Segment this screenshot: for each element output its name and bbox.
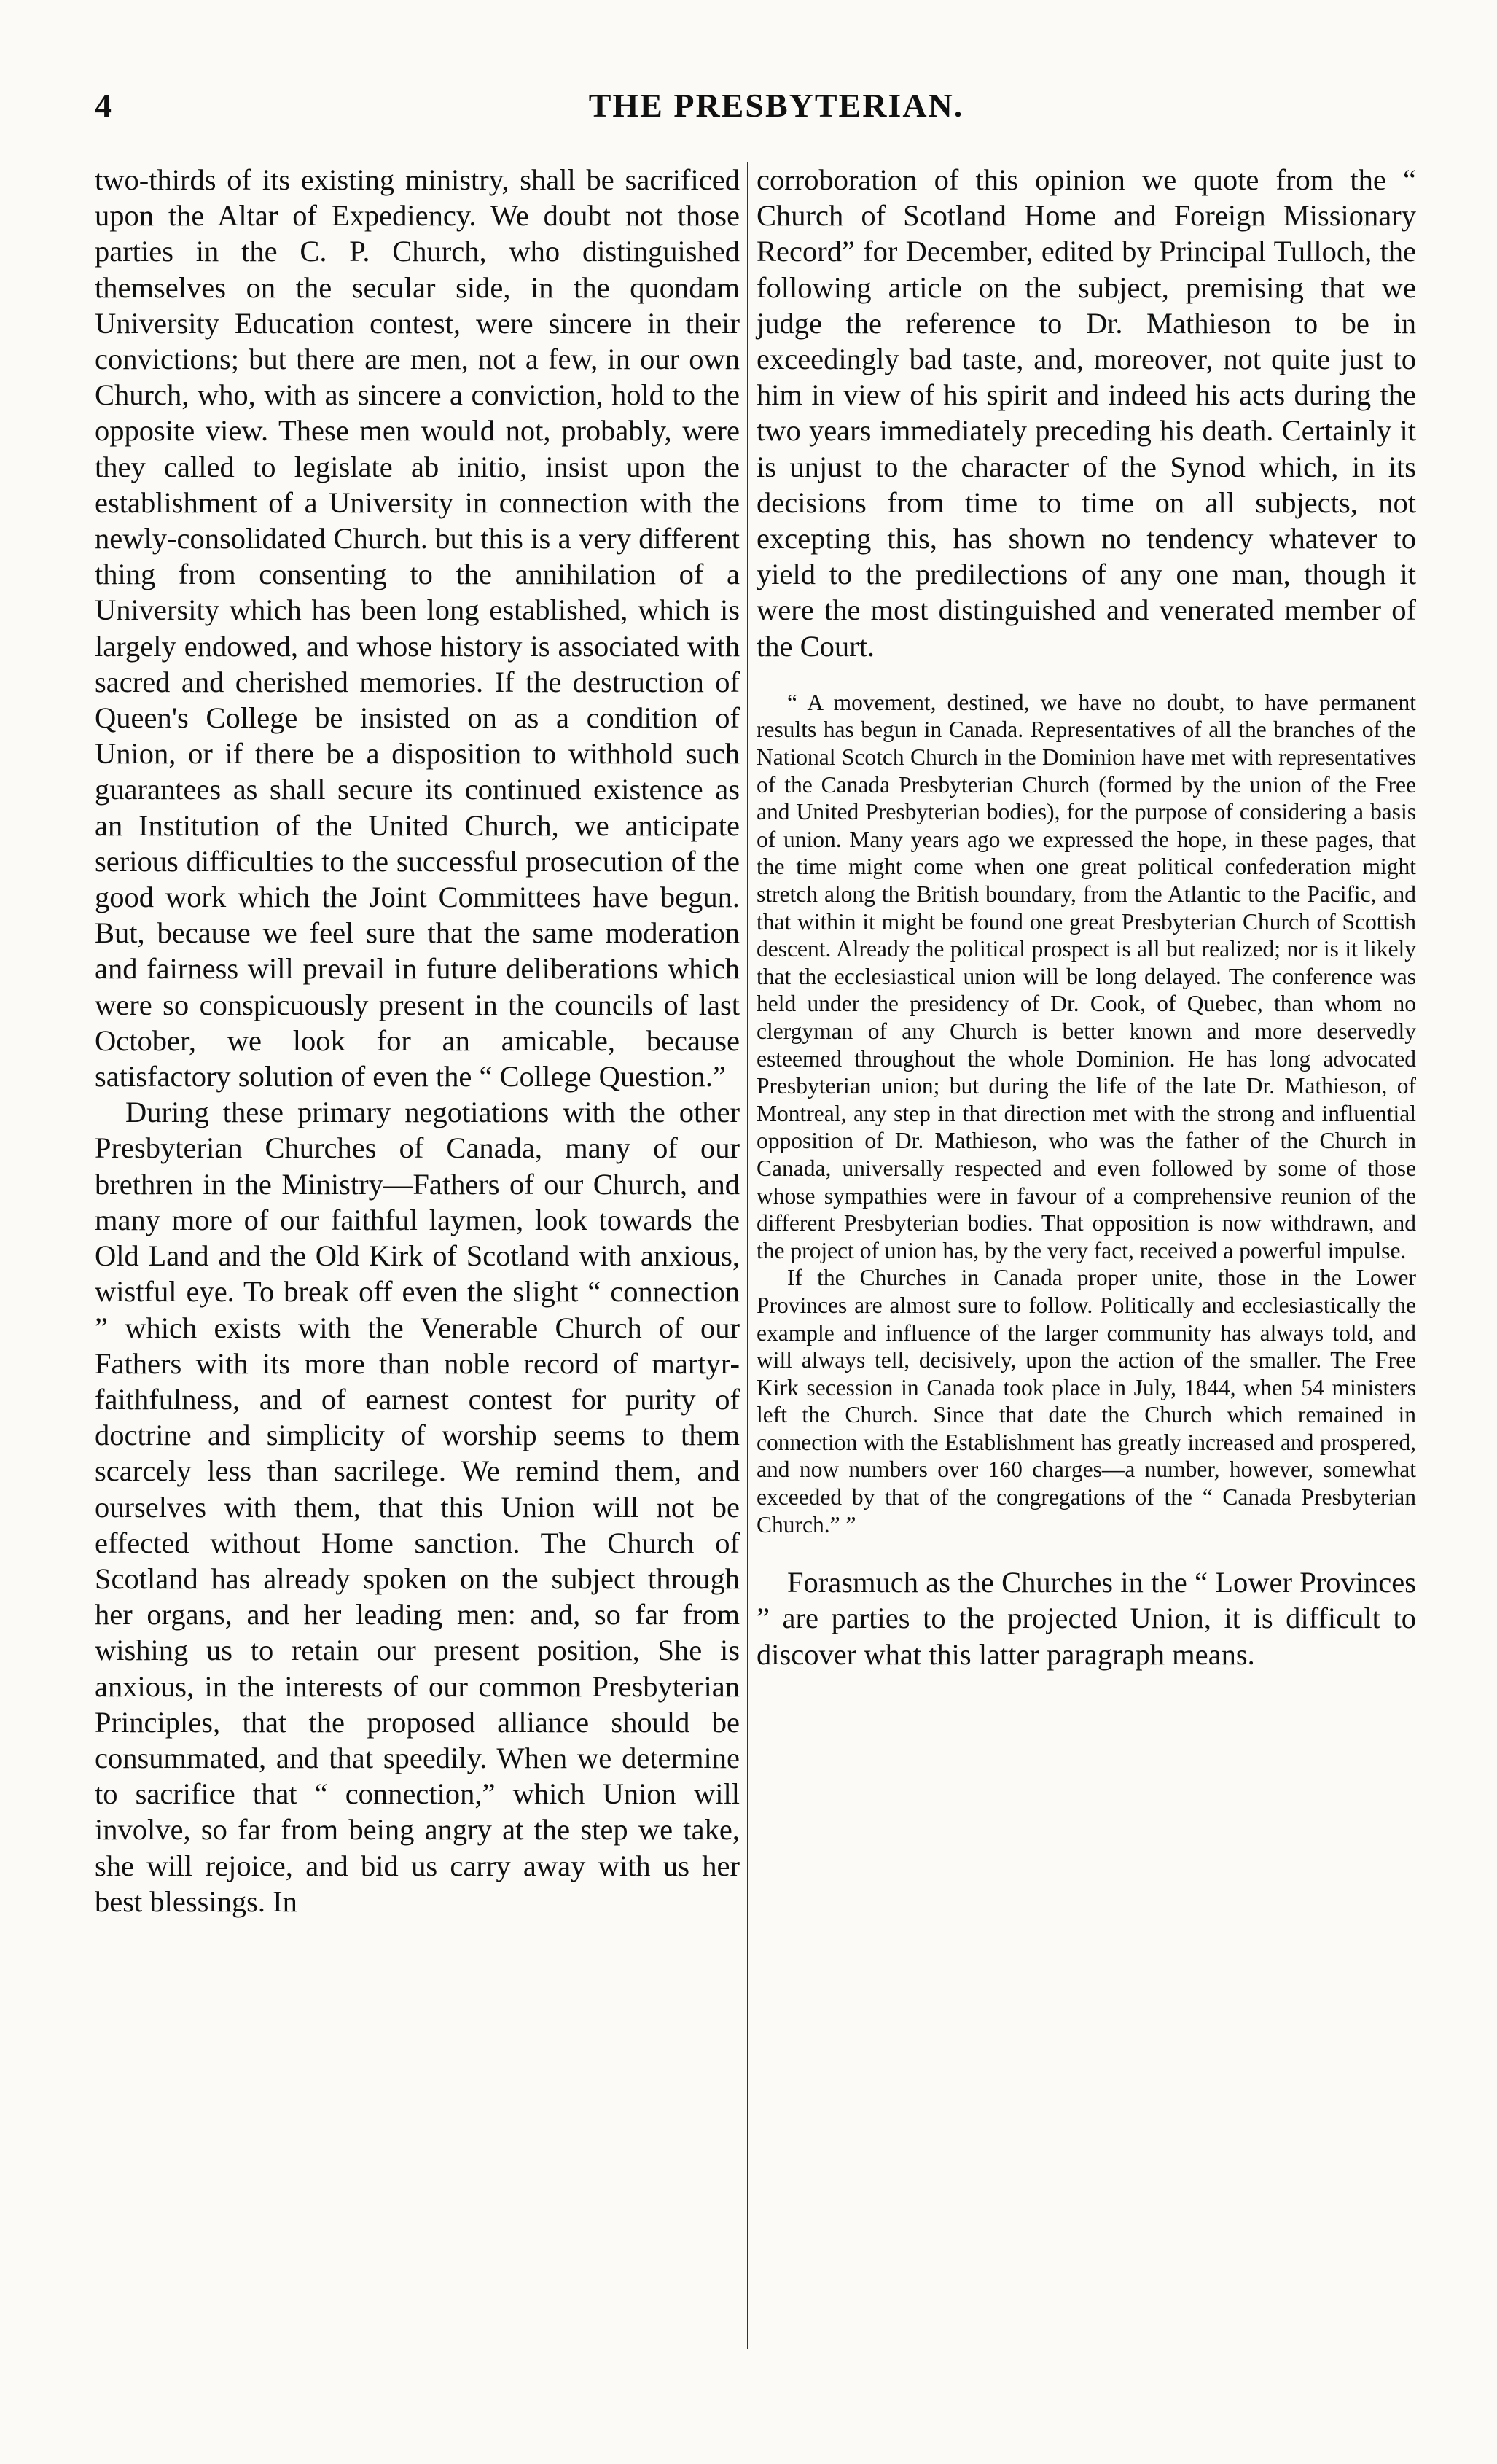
right-paragraph-1: corroboration of this opinion we quote from the “ Church of Scotland Home and Foreign Missionary Record” for December, edited by Principal Tulloch, the following article on the subject, premising that we judge the reference to Dr. Mathieson to be in exceedingly bad taste, and, moreover, not quite just to him in view of his spirit and indeed his acts during the two years immediately preceding his death. Certainly it is unjust to the character of the Synod which, in its decisions from time to time on all subjects, not excepting this, has shown no tendency whatever to yield to the predilections of any one man, though it were the most distinguished and venerated member of the Court. bbox=[757, 163, 1416, 663]
column-divider bbox=[747, 162, 748, 2349]
left-paragraph-1: two-thirds of its existing ministry, shall be sacrificed upon the Altar of Expediency. We doubt not those parties in the C. P. Church, who distinguished themselves on the secular side, in the quondam University Education contest, were sincere in their convictions; but there are men, not a few, in our own Church, who, with as sincere a conviction, hold to the opposite view. These men would not, probably, were they called to legislate ab initio, insist upon the establishment of a University in connection with the newly-consolidated Church. but this is a very different thing from consenting to the annihilation of a University which has been long established, which is largely endowed, and whose history is associated with sacred and cherished memories. If the destruction of Queen's College be insisted on as a condition of Union, or if there be a disposition to withhold such guarantees as shall secure its continued existence as an Institution of the United Church, we anticipate serious difficulties to the successful prosecution of the good work which the Joint Committees have begun. But, because we feel sure that the same moderation and fairness will prevail in future deliberations which were so conspicuously present in the councils of last October, we look for an amicable, because satisfactory solution of even the “ College Question.” bbox=[95, 163, 740, 1093]
left-paragraph-2: During these primary negotiations with the other Presbyterian Churches of Canada, many of our brethren in the Ministry—Fathers of our Church, and many more of our faithful laymen, look towards the Old Land and the Old Kirk of Scotland with anxious, wistful eye. To break off even the slight “ connection ” which exists with the Venerable Church of our Fathers with its more than noble record of martyr-faithfulness, and of earnest contest for purity of doctrine and simplicity of worship seems to them scarcely less than sacrilege. We remind them, and ourselves with them, that this Union will not be effected without Home sanction. The Church of Scotland has already spoken on the subject through her organs, and her leading men: and, so far from wishing us to retain our present position, She is anxious, in the interests of our common Presbyterian Principles, that the proposed alliance should be consummated, and that speedily. When we determine to sacrifice that “ connection,” which Union will involve, so far from being angry at the step we take, she will rejoice, and bid us carry away with us her best blessings. In bbox=[95, 1096, 740, 1918]
quote-paragraph-2: If the Churches in Canada proper unite, those in the Lower Provinces are almost sure to follow. Politically and ecclesiastically the example and influence of the larger community has always told, and will always tell, decisively, upon the action of the smaller. The Free Kirk secession in Canada took place in July, 1844, when 54 ministers left the Church. Since that date the Church which remained in connection with the Establishment has greatly increased and prospered, and now numbers over 160 charges—a number, however, somewhat exceeded by that of the congregations of the “ Canada Presbyterian Church.” ” bbox=[757, 1265, 1416, 1537]
quoted-article bbox=[757, 689, 1416, 1538]
right-column bbox=[757, 162, 1416, 1672]
running-title: THE PRESBYTERIAN. bbox=[588, 87, 964, 124]
left-column bbox=[95, 162, 740, 1919]
page-number: 4 bbox=[95, 87, 112, 124]
right-paragraph-2: Forasmuch as the Churches in the “ Lower Provinces ” are parties to the projected Union, it is difficult to discover what this latter paragraph means. bbox=[757, 1566, 1416, 1671]
quote-paragraph-1: “ A movement, destined, we have no doubt, to have permanent results has begun in Canada. Representatives of all the branches of the National Scotch Church in the Dominion have met with representatives of the Canada Presbyterian Church (formed by the union of the Free and United Presbyterian bodies), for the purpose of considering a basis of union. Many years ago we expressed the hope, in these pages, that the time might come when one great political confederation might stretch along the British boundary, from the Atlantic to the Pacific, and that within it might be found one great Presbyterian Church of Scottish descent. Already the political prospect is all but realized; nor is it likely that the ecclesiastical union will be long delayed. The conference was held under the presidency of Dr. Cook, of Quebec, than whom no clergyman of any Church is better known and more deservedly esteemed throughout the whole Dominion. He has long advocated Presbyterian union; but during the life of the late Dr. Mathieson, of Montreal, any step in that direction met with the strong and influential opposition of Dr. Mathieson, who was the father of the Church in Canada, universally respected and even followed by some of those whose sympathies were in favour of a comprehensive reunion of the different Presbyterian bodies. That opposition is now withdrawn, and the project of union has, by the very fact, received a powerful impulse. bbox=[757, 689, 1416, 1263]
page-header bbox=[95, 86, 1458, 137]
